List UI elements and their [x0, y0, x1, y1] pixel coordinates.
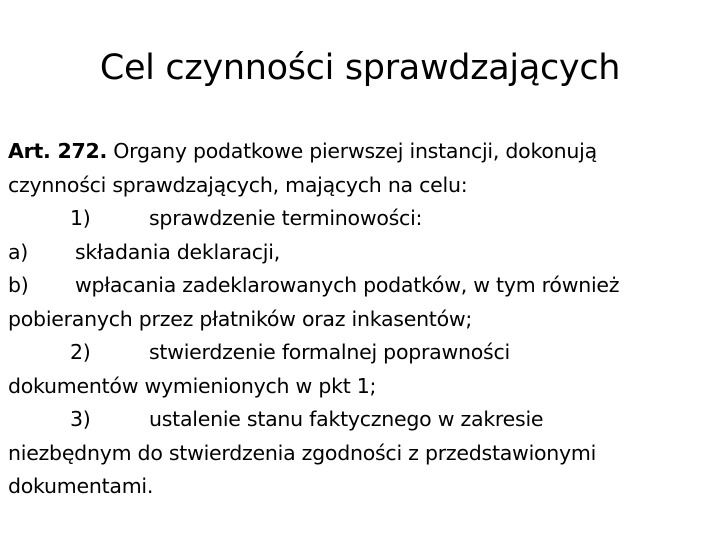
item-1: [8, 202, 712, 236]
item-1-text: sprawdzenie terminowości:: [149, 206, 423, 230]
article-number: Art. 272.: [8, 139, 108, 163]
item-2-continuation: dokumentów wymienionych w pkt 1;: [8, 373, 377, 398]
item-a: [8, 236, 712, 270]
item-b-continuation: pobieranych przez płatników oraz inkasentów;: [8, 306, 473, 331]
article-intro-line-2: czynności sprawdzających, mających na celu:: [8, 172, 468, 197]
item-3-continuation-2: dokumentami.: [8, 474, 154, 498]
item-2-text: stwierdzenie formalnej poprawności: [149, 340, 510, 364]
item-1-marker: 1): [70, 206, 91, 230]
slide-title: Cel czynności sprawdzających: [99, 48, 621, 88]
item-a-marker: a): [8, 239, 29, 264]
item-2-marker: 2): [70, 340, 91, 364]
item-b-text: wpłacania zadeklarowanych podatków, w tym również: [75, 273, 620, 297]
article-intro-text: Organy podatkowe pierwszej instancji, dokonują: [107, 139, 597, 163]
item-3-marker: 3): [70, 407, 91, 431]
item-b-marker: b): [8, 273, 29, 297]
item-3-continuation: niezbędnym do stwierdzenia zgodności z przedstawionymi: [8, 440, 597, 465]
article-text: [8, 135, 712, 504]
item-2: [8, 336, 712, 370]
item-3-text: ustalenie stanu faktycznego w zakresie: [149, 407, 544, 431]
item-a-text: składania deklaracji,: [75, 239, 280, 264]
item-3: [8, 403, 712, 437]
item-b: [8, 269, 712, 303]
article-intro-line-1: [8, 135, 712, 169]
